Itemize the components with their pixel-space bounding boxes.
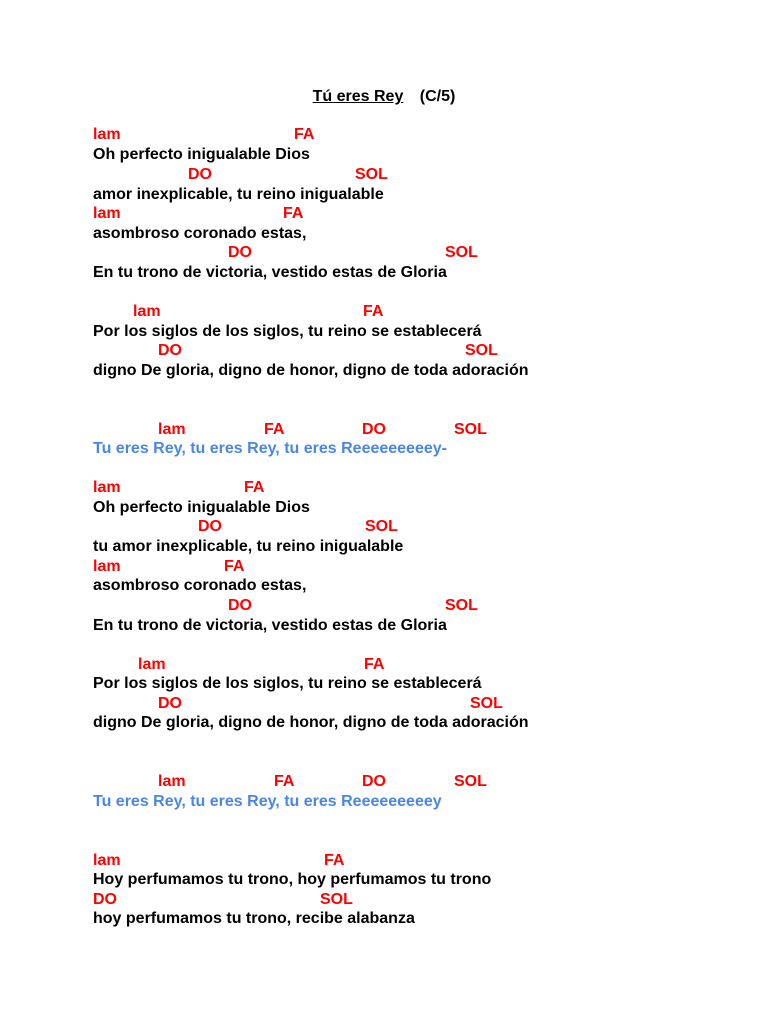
lyric-line <box>93 361 753 381</box>
lyric-line <box>93 616 753 636</box>
lyric-line <box>93 263 753 283</box>
lyric-line <box>93 145 753 165</box>
chord-line <box>93 517 753 537</box>
chord-line <box>93 302 753 322</box>
lyric-text: hoy perfumamos tu trono, recibe alabanza <box>93 910 415 927</box>
lyric-text: Por los siglos de los siglos, tu reino se establecerá <box>93 675 482 692</box>
chord-label: lam <box>133 303 161 320</box>
chorus-text: Tu eres Rey, tu eres Rey, tu eres Reeeeeeeeey- <box>93 440 447 457</box>
chord-line <box>93 204 753 224</box>
lyric-text: digno De gloria, digno de honor, digno de toda adoración <box>93 714 529 731</box>
chord-label: DO <box>93 891 117 908</box>
chord-label: DO <box>158 342 182 359</box>
chord-label: SOL <box>465 342 498 359</box>
chord-label: FA <box>294 126 315 143</box>
chord-line <box>93 851 753 871</box>
chord-line <box>93 478 753 498</box>
lyric-text: En tu trono de victoria, vestido estas de Gloria <box>93 264 447 281</box>
lyric-text: En tu trono de victoria, vestido estas de Gloria <box>93 617 447 634</box>
chord-label: DO <box>228 597 252 614</box>
chord-label: lam <box>93 126 121 143</box>
chord-line <box>93 125 753 145</box>
chord-line <box>93 243 753 263</box>
chord-label: SOL <box>320 891 353 908</box>
lyric-text: asombroso coronado estas, <box>93 225 307 242</box>
song-key-capo: (C/5) <box>419 88 456 105</box>
lyric-line <box>93 909 753 929</box>
chord-label: SOL <box>454 421 487 438</box>
chord-line <box>93 890 753 910</box>
lyric-line <box>93 185 753 205</box>
lyric-text: Oh perfecto inigualable Dios <box>93 499 310 516</box>
chord-label: SOL <box>365 518 398 535</box>
chord-line <box>93 420 753 440</box>
chord-line <box>93 341 753 361</box>
chord-line <box>93 655 753 675</box>
chord-line <box>93 557 753 577</box>
chord-label: SOL <box>355 166 388 183</box>
chord-label: lam <box>93 852 121 869</box>
chord-label: FA <box>244 479 265 496</box>
chord-label: DO <box>362 773 386 790</box>
lyric-text: digno De gloria, digno de honor, digno de toda adoración <box>93 362 529 379</box>
chord-label: SOL <box>470 695 503 712</box>
chord-label: lam <box>93 558 121 575</box>
lyric-line <box>93 870 753 890</box>
lyric-line <box>93 576 753 596</box>
lyric-text: Oh perfecto inigualable Dios <box>93 146 310 163</box>
chord-label: FA <box>363 303 384 320</box>
song-title-row <box>0 88 768 106</box>
chord-label: FA <box>283 205 304 222</box>
chord-label: DO <box>228 244 252 261</box>
lyric-line <box>93 322 753 342</box>
chord-line <box>93 165 753 185</box>
chorus-line <box>93 439 753 459</box>
chord-label: DO <box>188 166 212 183</box>
chord-label: lam <box>93 479 121 496</box>
chord-label: FA <box>264 421 285 438</box>
lyric-text: tu amor inexplicable, tu reino inigualable <box>93 538 404 555</box>
chord-label: FA <box>274 773 295 790</box>
lyric-line <box>93 713 753 733</box>
chord-label: DO <box>158 695 182 712</box>
lyric-line <box>93 537 753 557</box>
chord-label: lam <box>158 773 186 790</box>
chord-label: SOL <box>454 773 487 790</box>
lyric-text: Por los siglos de los siglos, tu reino se establecerá <box>93 323 482 340</box>
lyric-line <box>93 498 753 518</box>
chord-label: SOL <box>445 597 478 614</box>
chord-label: lam <box>93 205 121 222</box>
lyric-line <box>93 674 753 694</box>
song-title: Tú eres Rey <box>312 88 404 105</box>
lyric-text: Hoy perfumamos tu trono, hoy perfumamos tu trono <box>93 871 492 888</box>
chord-label: DO <box>362 421 386 438</box>
chord-line <box>93 772 753 792</box>
chord-label: DO <box>198 518 222 535</box>
chord-line <box>93 694 753 714</box>
chord-label: FA <box>324 852 345 869</box>
chord-label: FA <box>224 558 245 575</box>
chorus-line <box>93 792 753 812</box>
lyric-text: asombroso coronado estas, <box>93 577 307 594</box>
lyric-line <box>93 224 753 244</box>
chorus-text: Tu eres Rey, tu eres Rey, tu eres Reeeeeeeeey <box>93 793 442 810</box>
chord-label: lam <box>158 421 186 438</box>
chord-line <box>93 596 753 616</box>
chord-label: SOL <box>445 244 478 261</box>
chord-label: lam <box>138 656 166 673</box>
lyric-text: amor inexplicable, tu reino inigualable <box>93 186 384 203</box>
chord-label: FA <box>364 656 385 673</box>
